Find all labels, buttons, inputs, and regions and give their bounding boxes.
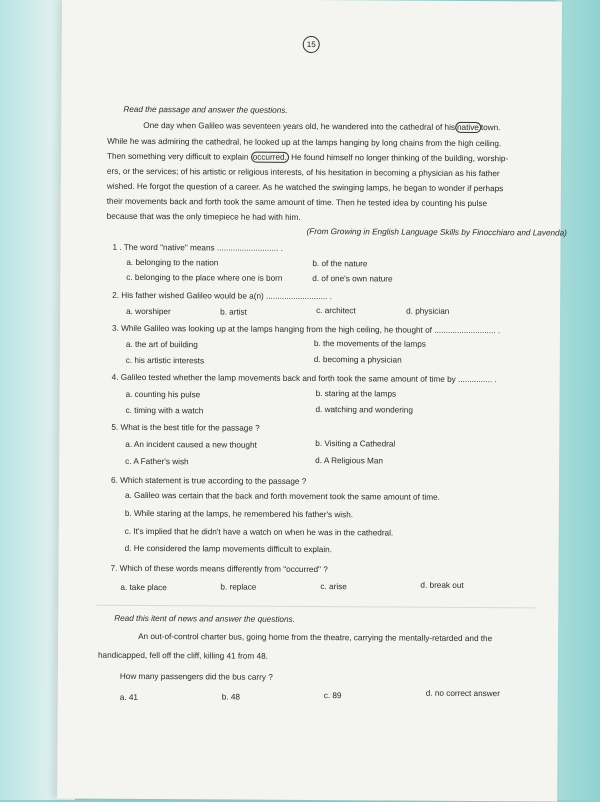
question-stem: 7. Which of these words means differently from "occurred" ? xyxy=(110,563,328,575)
question-stem: 5. What is the best title for the passage ? xyxy=(111,422,260,433)
option-a: a. the art of building xyxy=(125,339,198,350)
option-c: c. his artistic interests xyxy=(125,355,205,366)
news-option-c: c. 89 xyxy=(323,691,342,701)
option-c: c. timing with a watch xyxy=(125,405,204,416)
option-c: c. architect xyxy=(316,306,356,316)
option-b: b. replace xyxy=(220,582,257,592)
option-c: c. It's implied that he didn't have a watch on when he was in the cathedral. xyxy=(124,526,394,538)
option-a: a. take place xyxy=(120,582,167,593)
option-c: c. A Father's wish xyxy=(125,456,189,467)
passage-line: ers, or the services; of his artistic or religious interests, of his hesitation in becoming a physician as his father xyxy=(106,166,500,179)
news-option-d: d. no correct answer xyxy=(425,688,500,699)
option-b: b. of the nature xyxy=(312,259,368,269)
passage-line: their movements back and forth took the same amount of time. Then he tested idea by counting his pulse xyxy=(106,196,488,209)
question-stem: 3. While Galileo was looking up at the lamps hanging from the high ceiling, he thought of ........................... . xyxy=(111,323,501,336)
option-d: d. physician xyxy=(406,306,450,316)
option-c: c. belonging to the place where one is born xyxy=(126,272,283,283)
passage-line: While he was admiring the cathedral, he looked up at the lamps hanging by long chains from the high ceiling. xyxy=(107,136,502,149)
option-d: d. He considered the lamp movements difficult to explain. xyxy=(124,543,333,555)
option-a: a. Galileo was certain that the back and forth movement took the same amount of time. xyxy=(124,490,440,502)
passage-line: Then something very difficult to explain occurred. He found himself no longer thinking of the building, worship- xyxy=(107,151,509,164)
option-a: a. An incident caused a new thought xyxy=(125,439,257,450)
passage-line: because that was the only timepiece he had with him. xyxy=(106,211,301,222)
instructions-news: Read this itent of news and answer the questions. xyxy=(114,613,295,624)
option-b: b. the movements of the lamps xyxy=(313,339,426,349)
option-d: d. becoming a physician xyxy=(313,355,402,365)
option-b: b. Visiting a Cathedral xyxy=(315,439,396,449)
option-d: d. of one's own nature xyxy=(312,274,393,284)
option-b: b. staring at the lamps xyxy=(315,389,397,399)
instructions-reading: Read the passage and answer the questions. xyxy=(123,104,288,115)
option-d: d. break out xyxy=(420,580,464,590)
circled-word-native: native xyxy=(455,122,481,133)
question-stem: 4. Galileo tested whether the lamp movements back and forth took the same amount of time by ............... . xyxy=(111,372,497,385)
question-stem: 1 . The word "native" means ........................... . xyxy=(112,242,283,253)
passage-line: One day when Galileo was seventeen years old, he wandered into the cathedral of his native town. xyxy=(143,120,501,133)
news-line: An out-of-control charter bus, going home from the theatre, carrying the mentally-retarded and the xyxy=(138,631,493,644)
option-a: a. worshiper xyxy=(126,306,171,317)
option-b: b. artist xyxy=(220,307,247,317)
news-section-box xyxy=(95,605,536,759)
source-citation: (From Growing in English Language Skills by Finocchiaro and Lavenda) xyxy=(306,226,567,238)
question-stem: 6. Which statement is true according to the passage ? xyxy=(111,475,307,486)
page-number: 15 xyxy=(303,36,320,53)
background-right xyxy=(556,0,600,800)
circled-word-occurred: occurred. xyxy=(251,152,289,163)
option-d: d. A Religious Man xyxy=(315,456,384,466)
option-b: b. While staring at the lamps, he remembered his father's wish. xyxy=(124,508,354,520)
worksheet-page xyxy=(57,0,567,802)
option-c: c. arise xyxy=(320,582,347,592)
passage-line: wished. He forgot the question of a career. As he watched the swinging lamps, he began to wonder if perhaps xyxy=(106,181,504,194)
option-d: d. watching and wondering xyxy=(315,405,413,415)
question-stem: 2. His father wished Galileo would be a(n) ........................... . xyxy=(112,290,333,302)
news-option-a: a. 41 xyxy=(119,692,138,702)
news-question: How many passengers did the bus carry ? xyxy=(119,671,273,682)
option-a: a. belonging to the nation xyxy=(126,257,219,268)
news-option-b: b. 48 xyxy=(221,692,240,702)
option-a: a. counting his pulse xyxy=(125,389,201,400)
news-line: handicapped, fell off the cliff, killing 41 from 48. xyxy=(97,650,268,661)
